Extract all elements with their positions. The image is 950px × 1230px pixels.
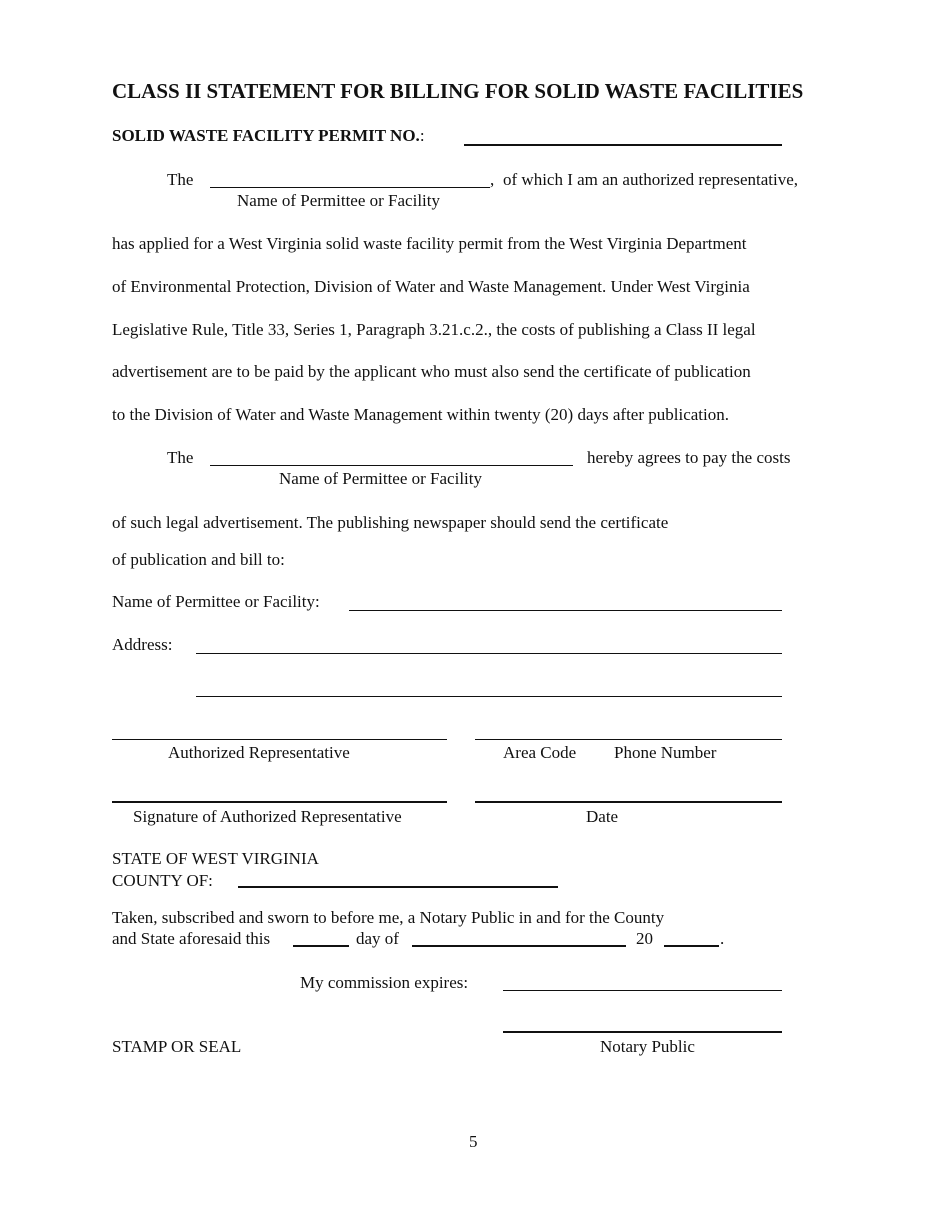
year-prefix: 20	[636, 929, 653, 948]
para1-the: The	[167, 170, 194, 189]
signature-caption: Signature of Authorized Representative	[133, 807, 402, 826]
month-field[interactable]	[412, 945, 626, 947]
permittee-name-field-2[interactable]	[210, 465, 573, 466]
permittee-caption-2: Name of Permittee or Facility	[279, 469, 482, 488]
permittee-name-field-1[interactable]	[210, 187, 490, 188]
commission-field[interactable]	[503, 990, 782, 991]
body-line: of publication and bill to:	[112, 550, 285, 569]
body-line: of Environmental Protection, Division of Water and Waste Management. Under West Virginia	[112, 277, 750, 296]
day-of-text: day of	[356, 929, 399, 948]
page-number: 5	[469, 1132, 478, 1151]
state-heading: STATE OF WEST VIRGINIA	[112, 849, 319, 868]
page-title: CLASS II STATEMENT FOR BILLING FOR SOLID WASTE FACILITIES	[112, 79, 804, 103]
authorized-rep-caption: Authorized Representative	[168, 743, 350, 762]
date-caption: Date	[586, 807, 619, 826]
year-field[interactable]	[664, 945, 719, 947]
area-code-caption: Area Code	[503, 743, 577, 762]
notary-signature-field[interactable]	[503, 1031, 782, 1033]
permittee-caption-1: Name of Permittee or Facility	[237, 191, 440, 210]
permit-number-label	[112, 127, 425, 144]
sworn-and-state: and State aforesaid this	[112, 929, 271, 948]
para2-rest: hereby agrees to pay the costs	[587, 448, 791, 467]
day-field[interactable]	[293, 945, 349, 947]
para2-the: The	[167, 448, 194, 467]
body-line: Legislative Rule, Title 33, Series 1, Paragraph 3.21.c.2., the costs of publishing a Class II legal	[112, 320, 756, 339]
authorized-rep-field[interactable]	[112, 739, 447, 740]
notary-public-caption: Notary Public	[600, 1037, 695, 1056]
phone-number-caption: Phone Number	[614, 743, 717, 762]
county-field[interactable]	[238, 886, 558, 888]
name-field-label: Name of Permittee or Facility:	[112, 592, 320, 611]
permit-colon: :	[419, 126, 425, 145]
sworn-period: .	[720, 929, 725, 948]
permit-label-text: SOLID WASTE FACILITY PERMIT NO.	[112, 126, 420, 145]
phone-field[interactable]	[475, 739, 782, 740]
para1-comma: ,	[490, 170, 495, 189]
body-line: of such legal advertisement. The publishing newspaper should send the certificate	[112, 513, 669, 532]
address-field-line2[interactable]	[196, 696, 782, 697]
name-field[interactable]	[349, 610, 782, 611]
sworn-line: Taken, subscribed and sworn to before me, a Notary Public in and for the County	[112, 908, 665, 927]
date-field[interactable]	[475, 801, 782, 803]
permit-number-field[interactable]	[464, 144, 782, 146]
address-field-line1[interactable]	[196, 653, 782, 654]
county-label: COUNTY OF:	[112, 871, 213, 890]
body-line: advertisement are to be paid by the applicant who must also send the certificate of publication	[112, 362, 751, 381]
signature-field[interactable]	[112, 801, 447, 803]
para1-rest: of which I am an authorized representative,	[503, 170, 799, 189]
commission-label: My commission expires:	[300, 973, 469, 992]
body-line: has applied for a West Virginia solid waste facility permit from the West Virginia Department	[112, 234, 747, 253]
stamp-seal-label: STAMP OR SEAL	[112, 1037, 242, 1056]
address-label: Address:	[112, 635, 173, 654]
body-line: to the Division of Water and Waste Management within twenty (20) days after publication.	[112, 405, 729, 424]
